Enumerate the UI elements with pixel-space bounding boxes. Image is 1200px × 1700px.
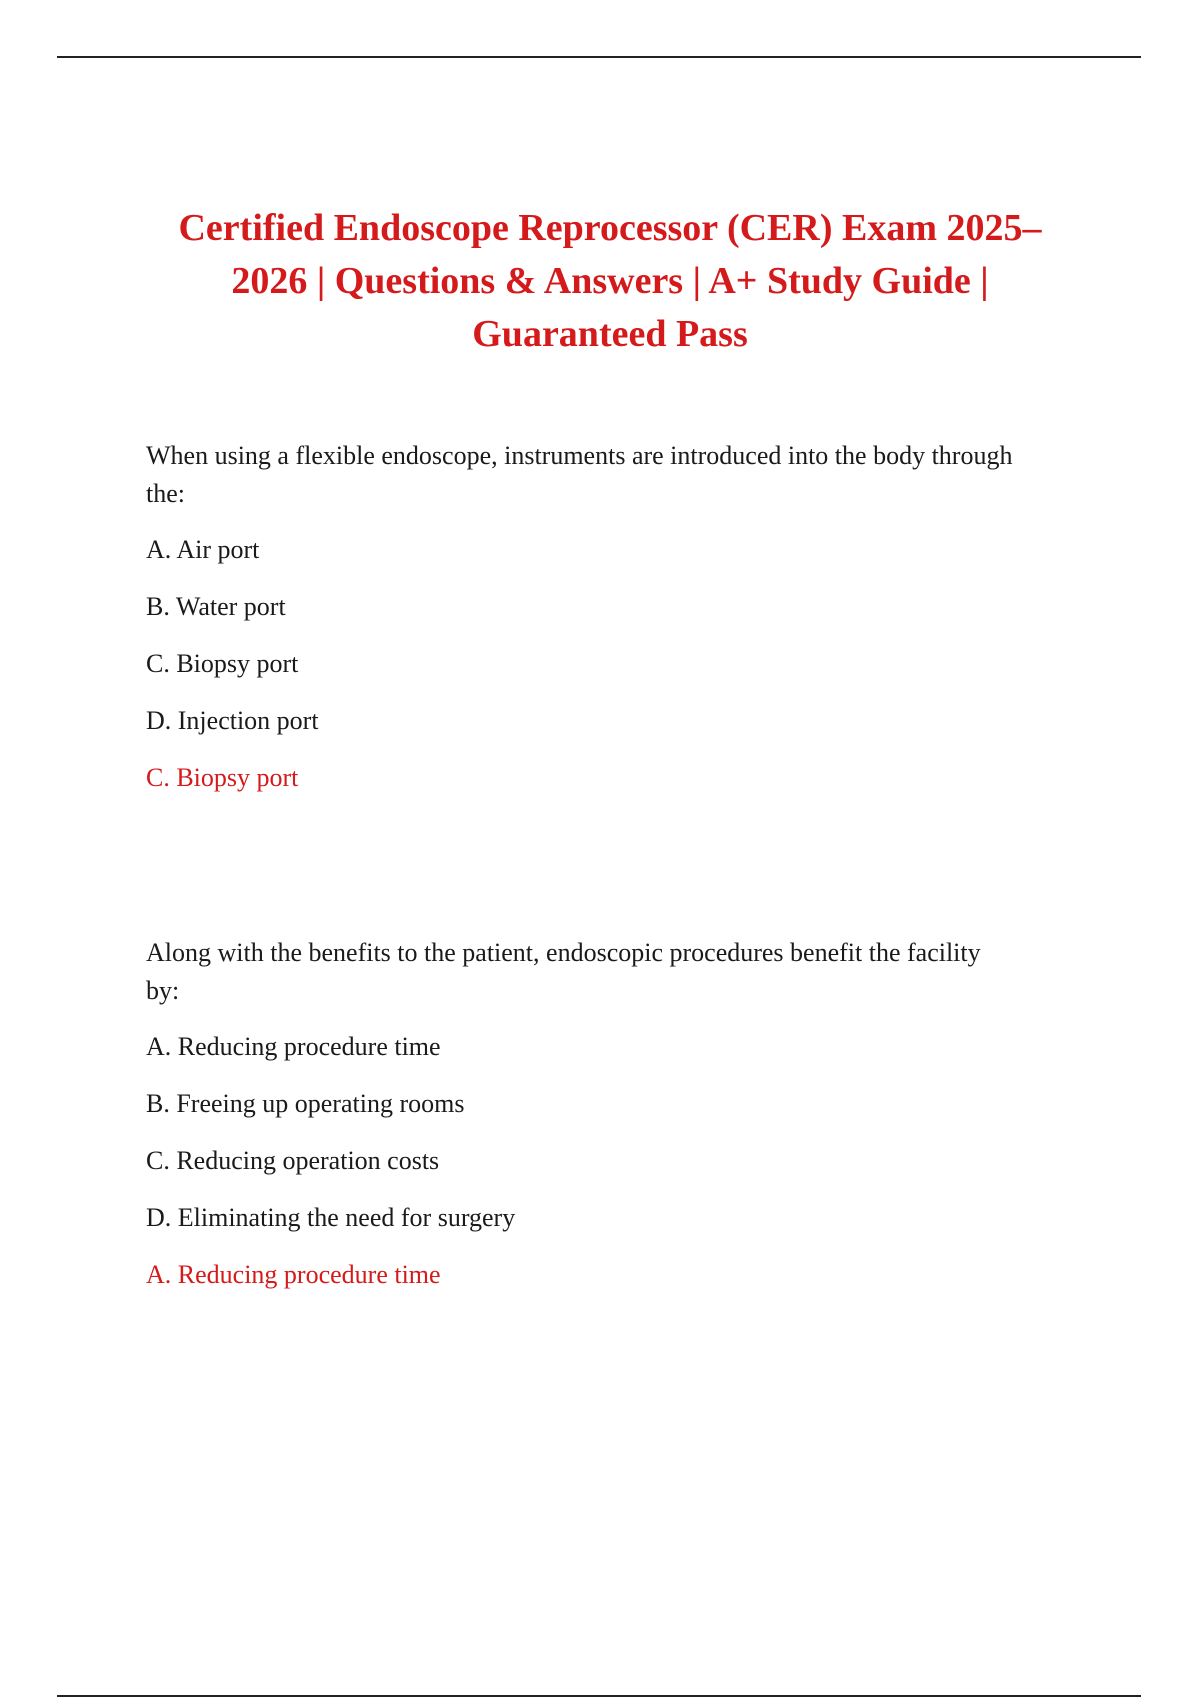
question-text: [146, 934, 1096, 1010]
option-c: C. Biopsy port: [146, 649, 299, 678]
correct-answer: C. Biopsy port: [146, 763, 299, 792]
title-line: Certified Endoscope Reprocessor (CER) Exam 2025–: [178, 207, 1042, 249]
option-b: B. Water port: [146, 592, 286, 621]
option-d: D. Injection port: [146, 706, 319, 735]
option-c: C. Reducing operation costs: [146, 1146, 440, 1175]
question-line: When using a flexible endoscope, instruments are introduced into the body through: [146, 441, 1013, 470]
document-title: [130, 202, 1090, 361]
option-list: [146, 1032, 1096, 1233]
option-a: A. Reducing procedure time: [146, 1032, 441, 1061]
question-text: [146, 437, 1096, 513]
option-d: D. Eliminating the need for surgery: [146, 1203, 516, 1232]
question-line: by:: [146, 976, 180, 1005]
header-rule: [57, 56, 1141, 58]
question-line: Along with the benefits to the patient, endoscopic procedures benefit the facility: [146, 938, 981, 967]
question-line: the:: [146, 479, 185, 508]
option-list: [146, 535, 1096, 736]
correct-answer: A. Reducing procedure time: [146, 1260, 441, 1289]
question-block: [146, 934, 1096, 1290]
footer-rule: [57, 1695, 1141, 1697]
option-b: B. Freeing up operating rooms: [146, 1089, 465, 1118]
option-a: A. Air port: [146, 535, 260, 564]
title-line: Guaranteed Pass: [472, 313, 748, 355]
question-block: [146, 437, 1096, 793]
title-line: 2026 | Questions & Answers | A+ Study Guide |: [231, 260, 989, 302]
